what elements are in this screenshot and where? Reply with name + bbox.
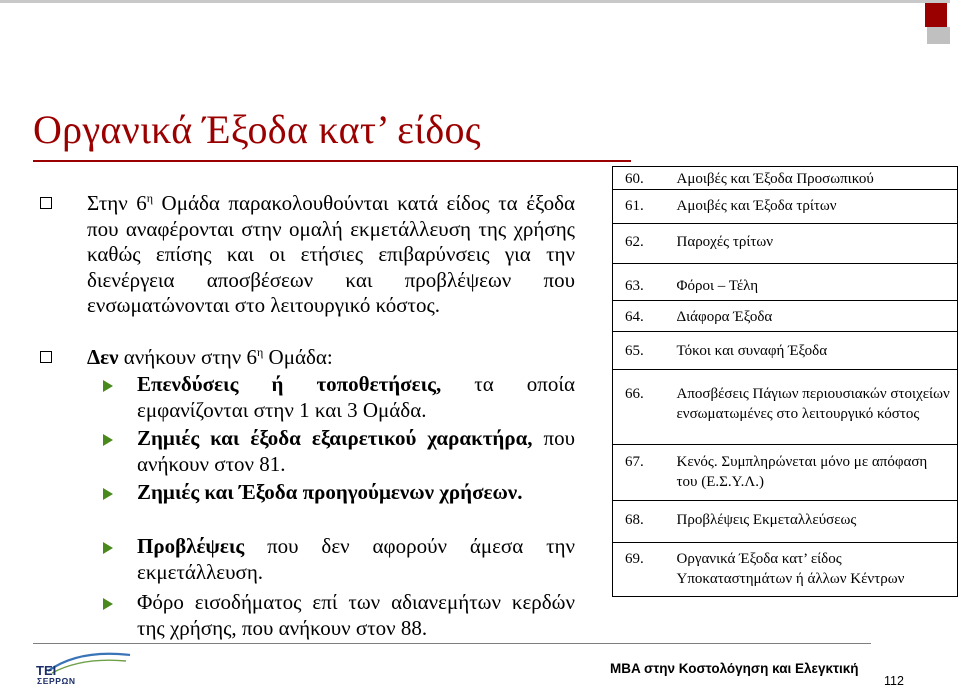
account-name: Προβλέψεις Εκμεταλλεύσεως [665,501,958,543]
table-row [613,370,958,445]
sub-bullet-2: Ζημιές και έξοδα εξαιρετικού χαρακτήρα, που ανήκουν στον 81. [137,426,576,476]
table-row [613,445,958,501]
decor-square-grey [927,27,950,44]
triangle-bullet-icon [103,380,113,392]
table-row [613,501,958,543]
account-code: 62. [613,224,665,264]
table-row [613,190,958,224]
account-name: Φόροι – Τέλη [665,264,958,301]
svg-text:ΤΕΙ: ΤΕΙ [36,663,57,678]
account-code: 65. [613,332,665,370]
title-underline [33,160,631,162]
top-decor-bar [0,0,950,3]
footer-course-title: MBA στην Κοστολόγηση και Ελεγκτική [610,661,859,676]
decor-square-red [925,3,947,27]
triangle-bullet-icon [103,434,113,446]
sub-bullet-4: Προβλέψεις που δεν αφορούν άμεσα την εκμετάλλευση. [137,534,575,584]
footer-rule [33,643,871,644]
account-code: 61. [613,190,665,224]
table-row [613,167,958,190]
account-code: 63. [613,264,665,301]
page-title: Οργανικά Έξοδα κατ’ είδος [33,107,481,152]
account-name: Διάφορα Έξοδα [665,301,958,332]
account-code: 66. [613,370,665,445]
table-row [613,332,958,370]
accounts-table [612,166,958,597]
account-code: 67. [613,445,665,501]
triangle-bullet-icon [103,488,113,500]
account-code: 60. [613,167,665,190]
table-row [613,224,958,264]
bullet-2-text: Δεν ανήκουν στην $6^\eta$ Ομάδα: [87,345,333,369]
sub-bullet-3: Ζημιές και Έξοδα προηγούμενων χρήσεων. [137,480,523,504]
table-row [613,301,958,332]
account-name: Κενός. Συμπληρώνεται μόνο με απόφαση του (Ε.Σ.Υ.Λ.) [665,445,958,501]
square-bullet-icon [40,197,52,209]
account-code: 64. [613,301,665,332]
sub-bullet-5: Φόρο εισοδήματος επί των αδιανεμήτων κερδών της χρήσης, που ανήκουν στον 88. [137,590,575,640]
triangle-bullet-icon [103,542,113,554]
account-code: 68. [613,501,665,543]
bullet-1-text: Στην $6^\eta$ Ομάδα παρακολουθούνται κατά είδος τα έξοδα που αναφέρονται στην ομαλή εκμετάλλευση της χρήσης καθώς επίσης και οι ετήσιες επιβαρύνσεις για την διενέργεια αποσβέσεων και προβλέψεων που ενσωματώνονται στο λειτουργικό κόστος. [87,191,575,317]
account-name: Αποσβέσεις Πάγιων περιουσιακών στοιχείων ενσωματωμένες στο λειτουργικό κόστος [665,370,958,445]
table-row [613,264,958,301]
account-name: Παροχές τρίτων [665,224,958,264]
table-row [613,543,958,597]
sub-bullet-1: Επενδύσεις ή τοποθετήσεις, τα οποία εμφανίζονται στην 1 και 3 Ομάδα. [137,372,575,422]
square-bullet-icon [40,351,52,363]
triangle-bullet-icon [103,598,113,610]
account-name: Αμοιβές και Έξοδα τρίτων [665,190,958,224]
page-number: 112 [884,674,904,688]
account-code: 69. [613,543,665,597]
account-name: Τόκοι και συναφή Έξοδα [665,332,958,370]
account-name: Αμοιβές και Έξοδα Προσωπικού [665,167,958,190]
tei-serron-logo [34,651,134,685]
svg-text:ΣΕΡΡΩΝ: ΣΕΡΡΩΝ [37,676,76,685]
account-name: Οργανικά Έξοδα κατ’ είδος Υποκαταστημάτων ή άλλων Κέντρων [665,543,958,597]
